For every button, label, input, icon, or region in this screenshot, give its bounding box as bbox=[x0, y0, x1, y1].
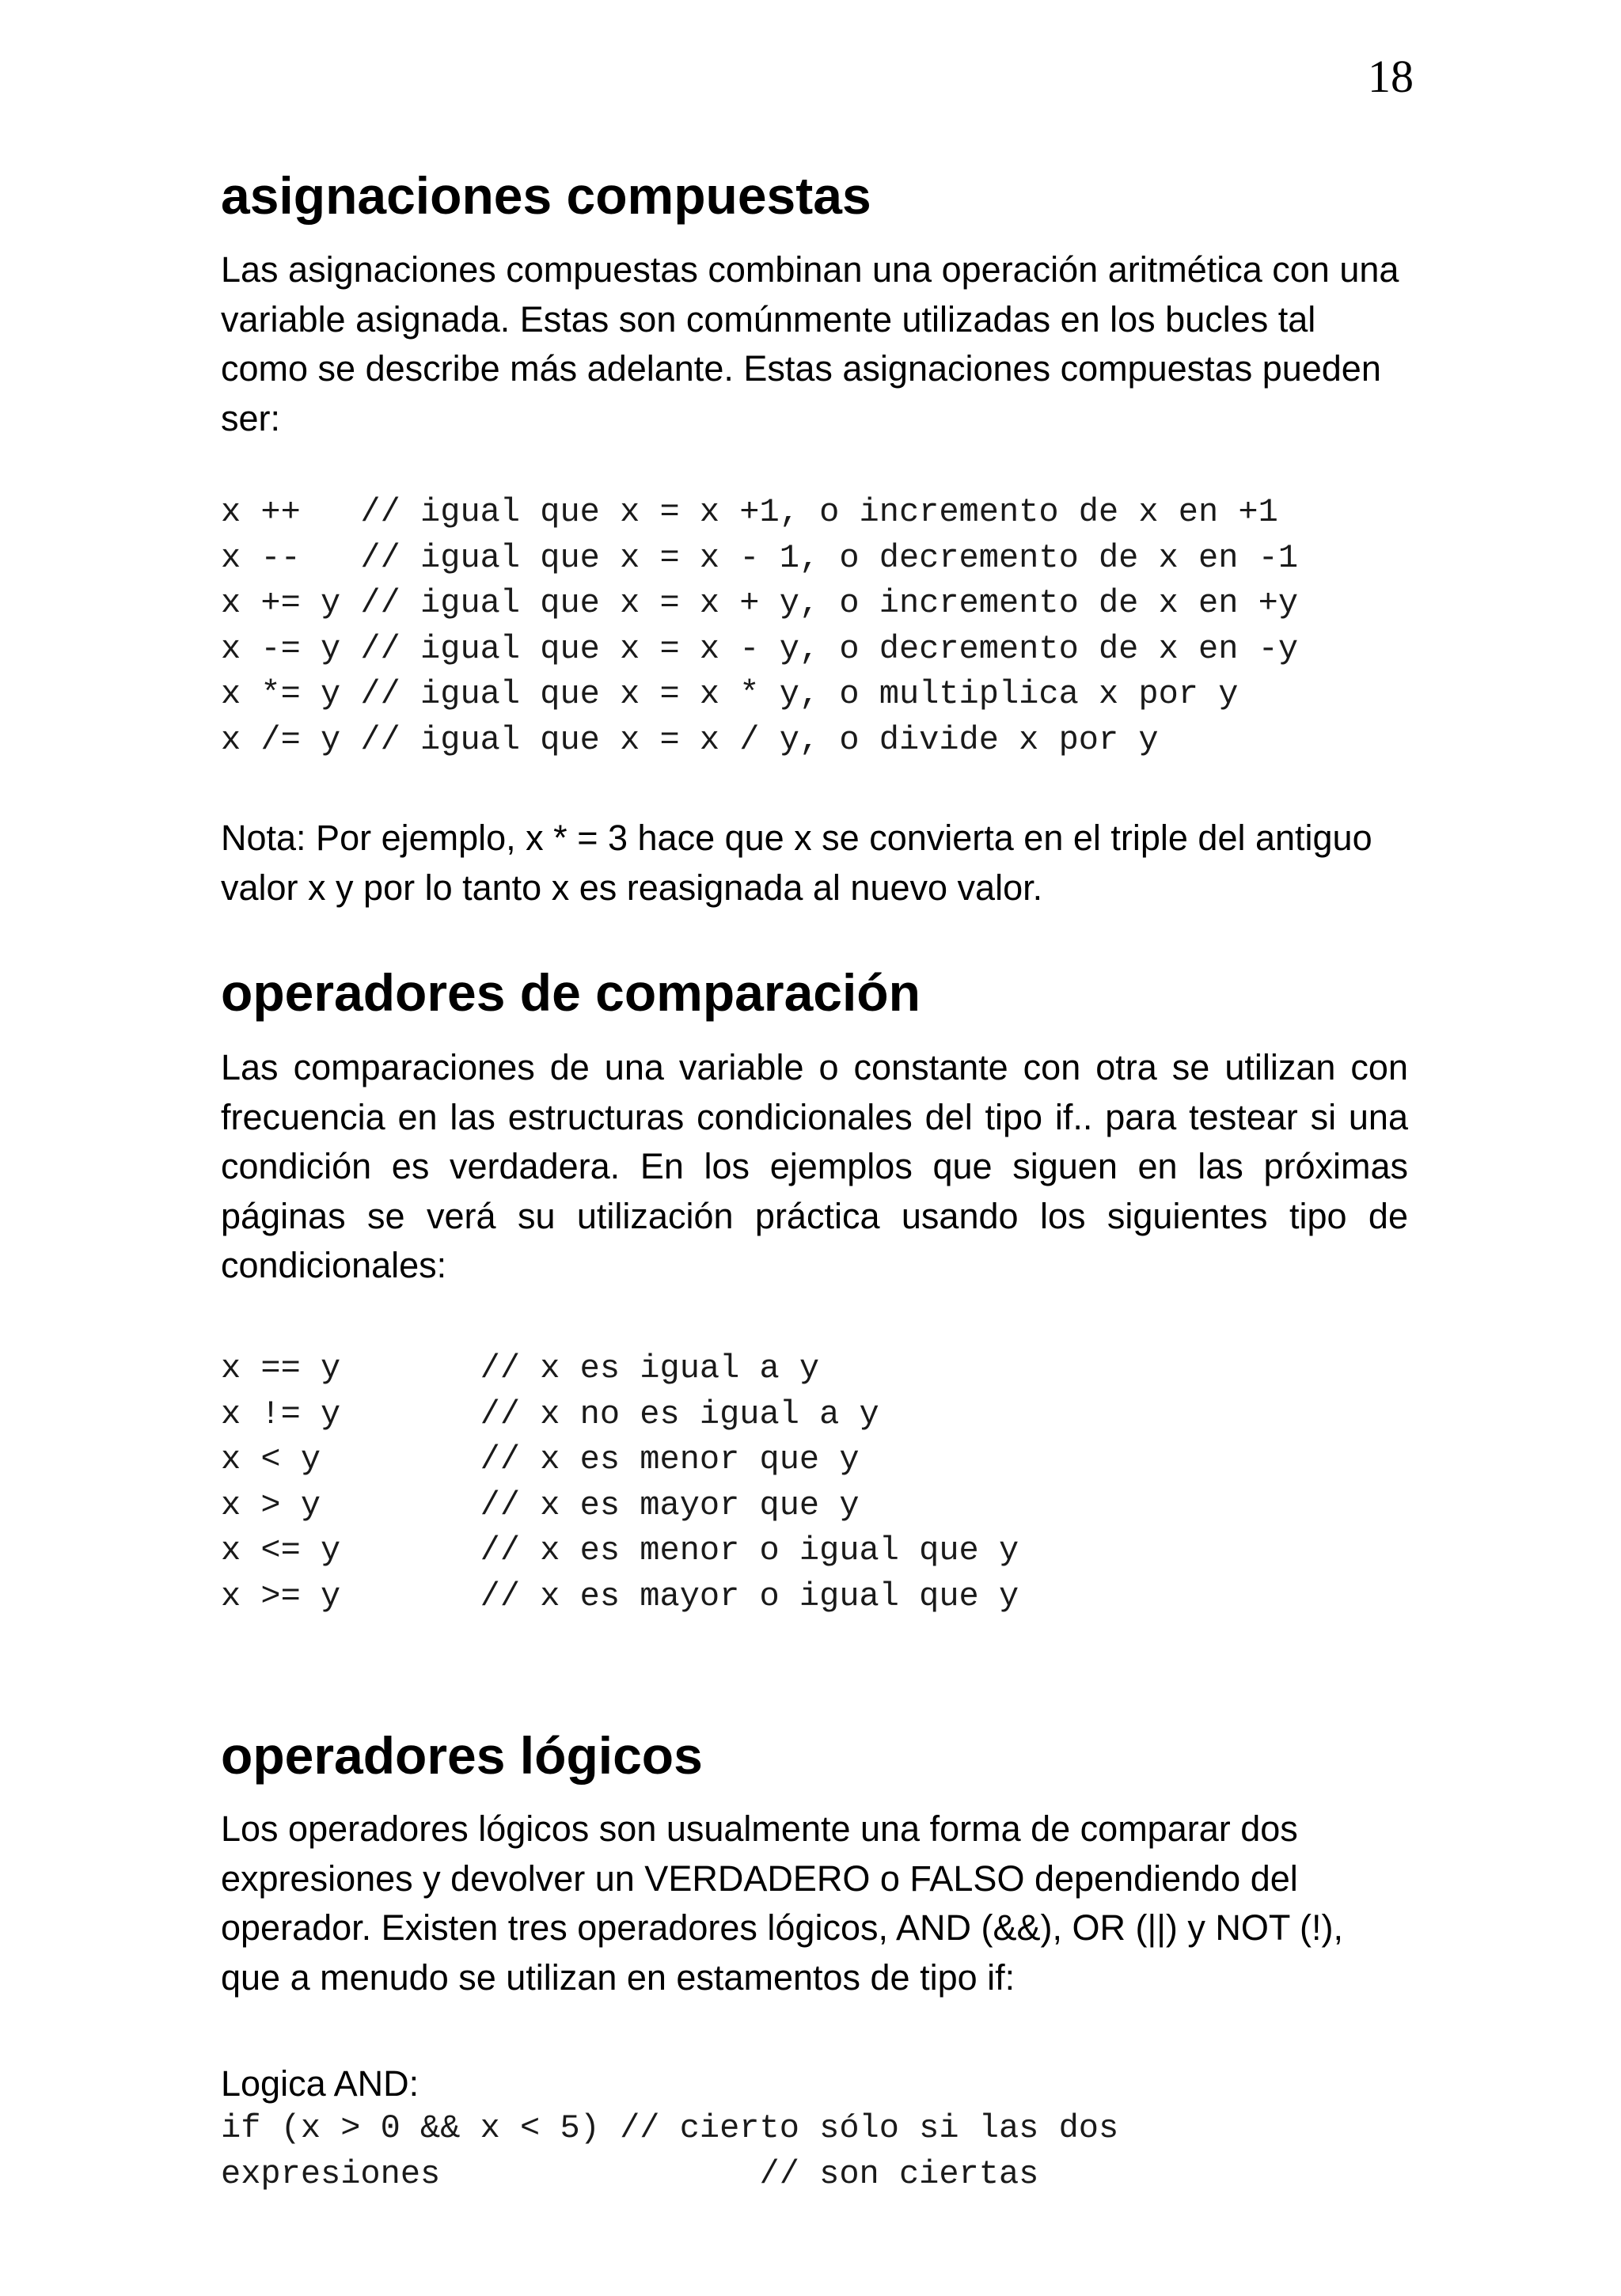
code-line: x -= y // igual que x = x - y, o decremento de x en -y bbox=[221, 629, 1299, 668]
code-line: if (x > 0 && x < 5) // cierto sólo si las dos bbox=[221, 2109, 1119, 2147]
page-number: 18 bbox=[1368, 51, 1414, 102]
code-line: x > y // x es mayor que y bbox=[221, 1486, 860, 1524]
logical-paragraph: Los operadores lógicos son usualmente una forma de comparar dos expresiones y devolver un VERDADERO o FALSO dependiendo del operador. Existen tres operadores lógicos, AND (&&), OR (||) y NOT (!), que a menudo se utilizan en estamentos de tipo if: bbox=[221, 1808, 1344, 1998]
code-line: expresiones // son ciertas bbox=[221, 2154, 1039, 2193]
section-heading-comparison: operadores de comparación bbox=[221, 963, 921, 1022]
compound-note: Nota: Por ejemplo, x * = 3 hace que x se convierta en el triple del antiguo valor x y por lo tanto x es reasignada al nuevo valor. bbox=[221, 818, 1372, 908]
code-line: x ++ // igual que x = x +1, o incremento de x en +1 bbox=[221, 493, 1278, 531]
code-line: x -- // igual que x = x - 1, o decremento de x en -1 bbox=[221, 538, 1299, 577]
compound-paragraph: Las asignaciones compuestas combinan una operación aritmética con una variable asignada. Estas son comúnmente utilizadas en los bucles tal como se describe más adelante. Estas asignaciones compuestas pueden ser: bbox=[221, 249, 1399, 438]
comparison-paragraph: Las comparaciones de una variable o constante con otra se utilizan con frecuencia en las estructuras condicionales del tipo if.. para testear si una condición es verdadera. En los ejemplos que siguen en las próximas páginas se verá su utilización práctica usando los siguientes tipo de condicionales: bbox=[221, 1047, 1408, 1285]
code-line: x += y // igual que x = x + y, o incremento de x en +y bbox=[221, 584, 1299, 622]
code-line: x < y // x es menor que y bbox=[221, 1440, 860, 1478]
section-heading-compound: asignaciones compuestas bbox=[221, 166, 871, 225]
logical-and-code-block bbox=[221, 2106, 1118, 2197]
section-heading-logical: operadores lógicos bbox=[221, 1726, 703, 1785]
code-line: x /= y // igual que x = x / y, o divide x por y bbox=[221, 720, 1159, 759]
code-line: x >= y // x es mayor o igual que y bbox=[221, 1577, 1019, 1615]
code-line: x == y // x es igual a y bbox=[221, 1349, 820, 1387]
compound-code-block bbox=[221, 490, 1298, 763]
comparison-code-block bbox=[221, 1346, 1019, 1619]
code-line: x *= y // igual que x = x * y, o multiplica x por y bbox=[221, 675, 1239, 713]
code-line: x <= y // x es menor o igual que y bbox=[221, 1531, 1019, 1569]
code-line: x != y // x no es igual a y bbox=[221, 1395, 879, 1433]
logical-and-label: Logica AND: bbox=[221, 2063, 419, 2104]
